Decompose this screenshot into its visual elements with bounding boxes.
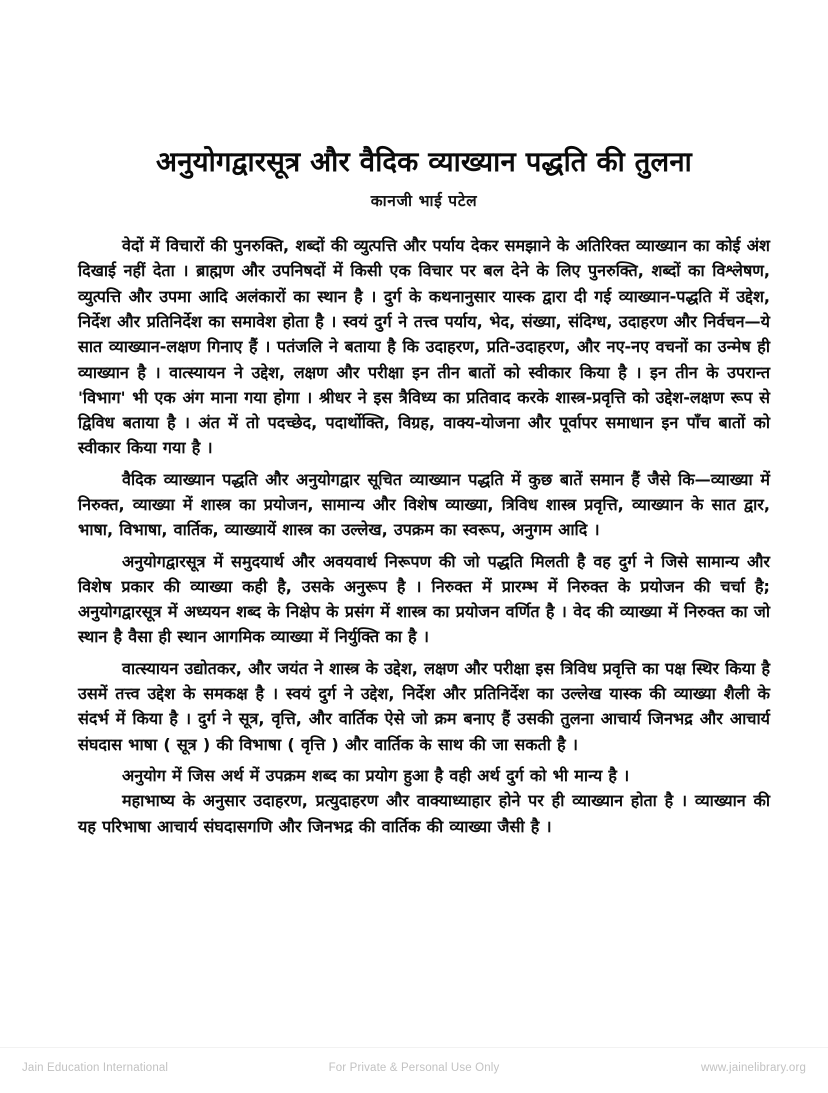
footer-website-link[interactable]: www.jainelibrary.org — [700, 1062, 806, 1074]
footer-divider — [0, 1047, 828, 1048]
footer-organization: Jain Education International — [22, 1062, 169, 1074]
article-body — [78, 233, 770, 839]
paragraph: वात्स्यायन उद्योतकर, और जयंत ने शास्त्र के उद्देश, लक्षण और परीक्षा इस त्रिविध प्रवृत्ति का पक्ष स्थिर किया है उसमें तत्त्व उद्देश के समकक्ष है । स्वयं दुर्ग ने उद्देश, निर्देश और प्रतिनिर्देश का उल्लेख यास्क की व्याख्या शैली के संदर्भ में किया है । दुर्ग ने सूत्र, वृत्ति, और वार्तिक ऐसे जो क्रम बनाए हैं उसकी तुलना आचार्य जिनभद्र और आचार्य संघदास भाषा ( सूत्र ) की विभाषा ( वृत्ति ) और वार्तिक के साथ की जा सकती है । — [78, 658, 770, 754]
footer-usage-notice: For Private & Personal Use Only — [328, 1062, 500, 1074]
author-byline: कानजी भाई पटेल — [370, 192, 478, 211]
paragraph: वेदों में विचारों की पुनरुक्ति, शब्दों की व्युत्पत्ति और पर्याय देकर समझाने के अतिरिक्त व्याख्यान का कोई अंश दिखाई नहीं देता । ब्राह्मण और उपनिषदों में किसी एक विचार पर बल देने के लिए पुनरुक्ति, शब्दों का विश्लेषण, व्युत्पत्ति और उपमा आदि अलंकारों का स्थान है । दुर्ग के कथनानुसार यास्क द्वारा दी गई व्याख्यान-पद्धति में उद्देश, निर्देश और प्रतिनिर्देश का समावेश होता है । स्वयं दुर्ग ने तत्त्व पर्याय, भेद, संख्या, संदिग्ध, उदाहरण और निर्वचन—ये सात व्याख्यान-लक्षण गिनाए हैं । पतंजलि ने बताया है कि उदाहरण, प्रति-उदाहरण, और नए-नए वचनों का उन्मेष ही व्याख्यान है । वात्स्यायन ने उद्देश, लक्षण और परीक्षा इन तीन बातों को स्वीकार किया है । इन तीन के उपरान्त 'विभाग' भी एक अंग माना गया होगा । श्रीधर ने इस त्रैविध्य का प्रतिवाद करके शास्त्र-प्रवृत्ति को उद्देश-लक्षण रूप से द्विविध बताया है । अंत में तो पदच्छेद, पदार्थोक्ति, विग्रह, वाक्य-योजना और पूर्वापर समाधान इन पाँच बातों को स्वीकार किया गया है । — [78, 236, 770, 458]
page-content — [78, 146, 770, 839]
paragraph: वैदिक व्याख्यान पद्धति और अनुयोगद्वार सूचित व्याख्यान पद्धति में कुछ बातें समान हैं जैसे कि—व्याख्या में निरुक्त, व्याख्या में शास्त्र का प्रयोजन, सामान्य और विशेष व्याख्या, त्रिविध शास्त्र प्रवृत्ति, व्याख्यान के सात द्वार, भाषा, विभाषा, वार्तिक, व्याख्यायें शास्त्र का उल्लेख, उपक्रम का स्वरूप, अनुगम आदि । — [78, 469, 770, 540]
page-footer — [0, 1058, 828, 1078]
paragraph: महाभाष्य के अनुसार उदाहरण, प्रत्युदाहरण और वाक्याध्याहार होने पर ही व्याख्यान होता है । व्याख्यान की यह परिभाषा आचार्य संघदासगणि और जिनभद्र की वार्तिक की व्याख्या जैसी है । — [78, 791, 770, 836]
paragraph: अनुयोग में जिस अर्थ में उपक्रम शब्द का प्रयोग हुआ है वही अर्थ दुर्ग को भी मान्य है । — [122, 765, 630, 785]
page-title: अनुयोगद्वारसूत्र और वैदिक व्याख्यान पद्धति की तुलना — [156, 146, 692, 178]
paragraph: अनुयोगद्वारसूत्र में समुदयार्थ और अवयवार्थ निरूपण की जो पद्धति मिलती है वह दुर्ग ने जिसे सामान्य और विशेष प्रकार की व्याख्या कही है, उसके अनुरूप है । निरुक्त में प्रारम्भ में निरुक्त के प्रयोजन की चर्चा है; अनुयोगद्वारसूत्र में अध्ययन शब्द के निक्षेप के प्रसंग में शास्त्र का प्रयोजन वर्णित है । वेद की व्याख्या में निरुक्त का जो स्थान है वैसा ही स्थान आगमिक व्याख्या में निर्युक्ति का है । — [78, 551, 770, 647]
